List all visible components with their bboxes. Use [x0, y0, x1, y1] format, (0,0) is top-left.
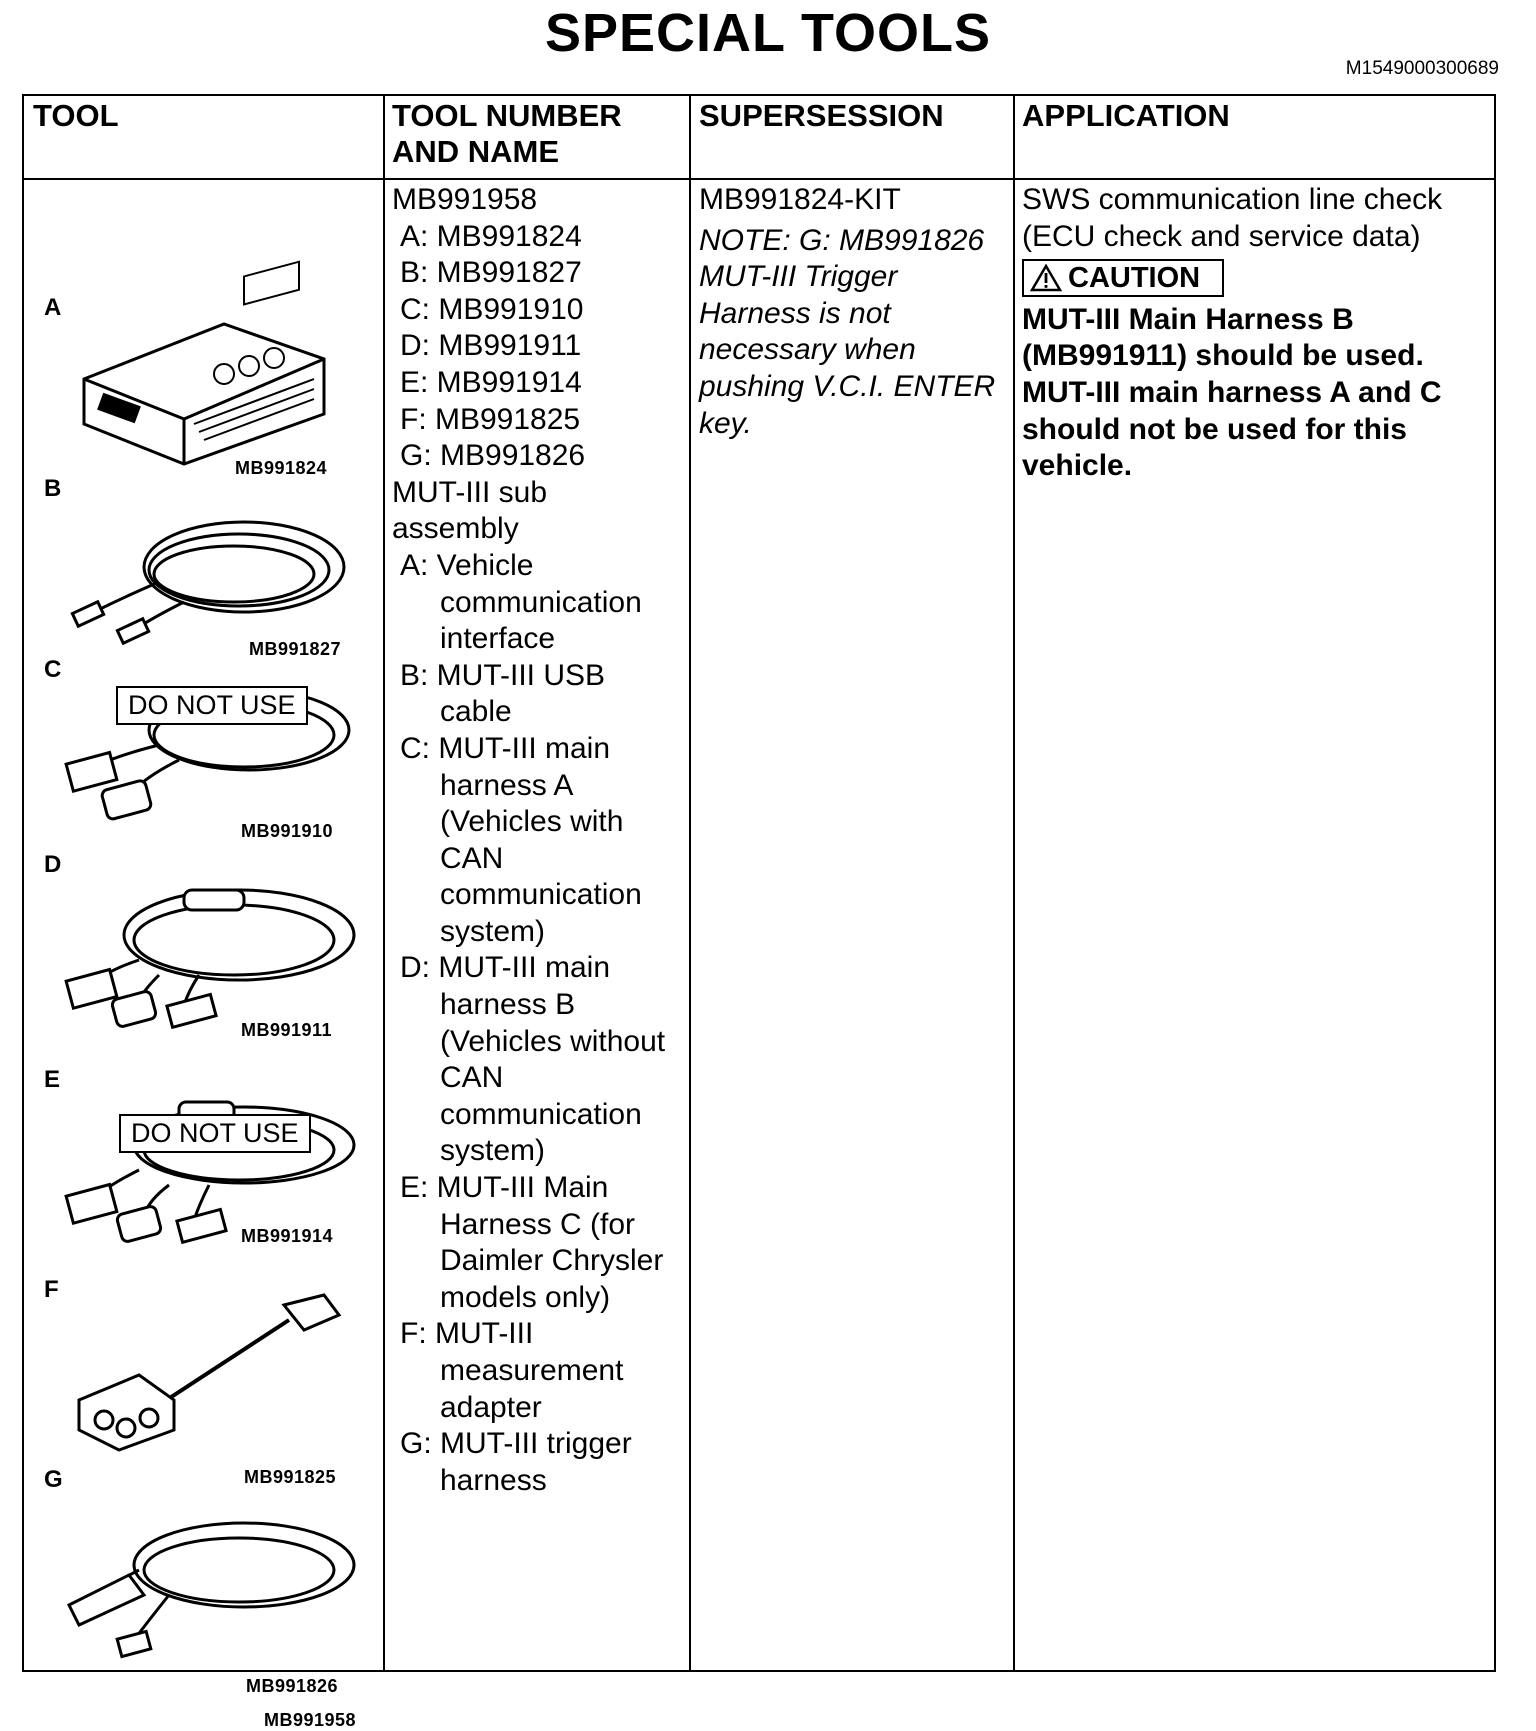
- supersession-kit: MB991824-KIT: [699, 183, 901, 216]
- tool-number-line: CAN: [440, 1061, 504, 1095]
- caution-line: MUT-III Main Harness B: [1022, 302, 1354, 336]
- tool-number-line: models only): [440, 1280, 611, 1314]
- header-supersession: SUPERSESSION: [699, 98, 944, 133]
- tool-number-line: cable: [440, 695, 512, 729]
- tool-letter-f: F: [44, 1276, 59, 1303]
- usb-cable-icon: [64, 502, 354, 642]
- tool-number-line: harness B: [440, 988, 576, 1022]
- tool-number-line: Daimler Chrysler: [440, 1244, 664, 1278]
- tool-number-line: Harness C (for: [440, 1207, 636, 1241]
- tool-number-line: E: MUT-III Main: [400, 1171, 609, 1205]
- tool-number-line: C: MB991910: [400, 292, 584, 326]
- caution-label: CAUTION: [1068, 261, 1201, 294]
- tool-number-line: communication: [440, 585, 642, 619]
- tool-part-b: MB991827: [249, 639, 342, 659]
- note-line: NOTE: G: MB991826: [699, 223, 985, 257]
- caution-text: [1022, 302, 1442, 485]
- supersession-note: [699, 223, 995, 443]
- tool-number-line: G: MB991826: [400, 439, 586, 473]
- vci-unit-icon: [74, 304, 334, 464]
- tool-number-line: A: Vehicle: [400, 548, 534, 582]
- tool-number-line: (Vehicles without: [440, 1024, 666, 1058]
- measurement-adapter-icon: [64, 1290, 364, 1450]
- document-id: M1549000300689: [1345, 58, 1499, 79]
- do-not-use-label-c: DO NOT USE: [116, 686, 308, 725]
- tool-number-line: harness A: [440, 768, 574, 802]
- tool-part-g: MB991826: [246, 1676, 339, 1696]
- tool-number-line: B: MUT-III USB: [400, 658, 606, 692]
- tool-letter-b: B: [44, 475, 62, 502]
- note-line: MUT-III Trigger: [699, 260, 898, 294]
- tool-number-line: E: MB991914: [400, 365, 582, 399]
- header-tool-number-name: [392, 98, 622, 170]
- tool-number-line: MB991958: [392, 183, 538, 216]
- tool-number-line: system): [440, 1134, 545, 1168]
- tool-column: [24, 180, 381, 1730]
- supersession-cell: [699, 182, 995, 442]
- special-tools-table: [22, 94, 1496, 1730]
- tool-number-line: A: MB991824: [400, 219, 582, 253]
- tool-letter-c: C: [44, 656, 62, 683]
- tool-letter-g: G: [44, 1466, 63, 1493]
- tool-number-line: harness: [440, 1463, 547, 1497]
- tool-part-c: MB991910: [241, 821, 334, 841]
- caution-label-box: [1022, 259, 1224, 297]
- tool-number-line: assembly: [392, 512, 519, 546]
- tool-number-line: D: MB991911: [400, 329, 582, 363]
- tool-number-line: interface: [440, 622, 556, 656]
- note-line: pushing V.C.I. ENTER: [699, 369, 996, 403]
- tool-number-line: communication: [440, 1097, 642, 1131]
- tool-letter-a: A: [44, 294, 62, 321]
- note-line: key.: [699, 406, 752, 440]
- tool-number-line: (Vehicles with: [440, 805, 624, 839]
- tool-number-line: F: MUT-III: [400, 1317, 534, 1351]
- application-cell: [1022, 182, 1442, 485]
- main-harness-b-icon: [49, 880, 369, 1030]
- tool-number-line: CAN: [440, 841, 504, 875]
- trigger-harness-icon: [49, 1510, 369, 1660]
- caution-line: MUT-III main harness A and C: [1022, 375, 1442, 409]
- column-divider: [689, 96, 691, 1670]
- tool-number-line: MUT-III sub: [392, 475, 548, 509]
- tool-part-a: MB991824: [235, 458, 328, 478]
- tool-number-line: D: MUT-III main: [400, 951, 611, 985]
- column-divider: [383, 96, 385, 1670]
- kit-part-number: MB991958: [264, 1710, 357, 1730]
- page-title: SPECIAL TOOLS: [544, 3, 992, 63]
- tool-number-line: B: MB991827: [400, 256, 582, 290]
- header-application: APPLICATION: [1022, 98, 1230, 133]
- tool-number-line: communication: [440, 878, 642, 912]
- warning-triangle-icon: [1030, 264, 1062, 292]
- header-tool-number-line: TOOL NUMBER: [392, 98, 622, 133]
- do-not-use-label-e: DO NOT USE: [119, 1114, 311, 1153]
- tool-letter-e: E: [44, 1066, 61, 1093]
- tool-number-line: G: MUT-III trigger: [400, 1427, 632, 1461]
- tool-number-line: system): [440, 914, 545, 948]
- header-tool: TOOL: [33, 98, 119, 133]
- caution-line: (MB991911) should be used.: [1022, 339, 1424, 373]
- note-line: Harness is not: [699, 296, 891, 330]
- tool-part-e: MB991914: [241, 1226, 334, 1246]
- tool-number-line: adapter: [440, 1390, 542, 1424]
- note-line: necessary when: [699, 333, 916, 367]
- caution-line: should not be used for this: [1022, 412, 1407, 446]
- caution-line: vehicle.: [1022, 449, 1133, 483]
- tool-part-f: MB991825: [244, 1467, 337, 1487]
- tool-letter-d: D: [44, 851, 62, 878]
- tool-number-line: F: MB991825: [400, 402, 581, 436]
- column-divider: [1013, 96, 1015, 1670]
- application-line: (ECU check and service data): [1022, 219, 1421, 253]
- tool-number-line: C: MUT-III main: [400, 731, 611, 765]
- header-tool-number-line: AND NAME: [392, 134, 560, 169]
- application-line: SWS communication line check: [1022, 183, 1443, 216]
- tool-number-line: measurement: [440, 1354, 624, 1387]
- tool-number-name-cell: [392, 182, 665, 1499]
- tool-part-d: MB991911: [241, 1020, 333, 1040]
